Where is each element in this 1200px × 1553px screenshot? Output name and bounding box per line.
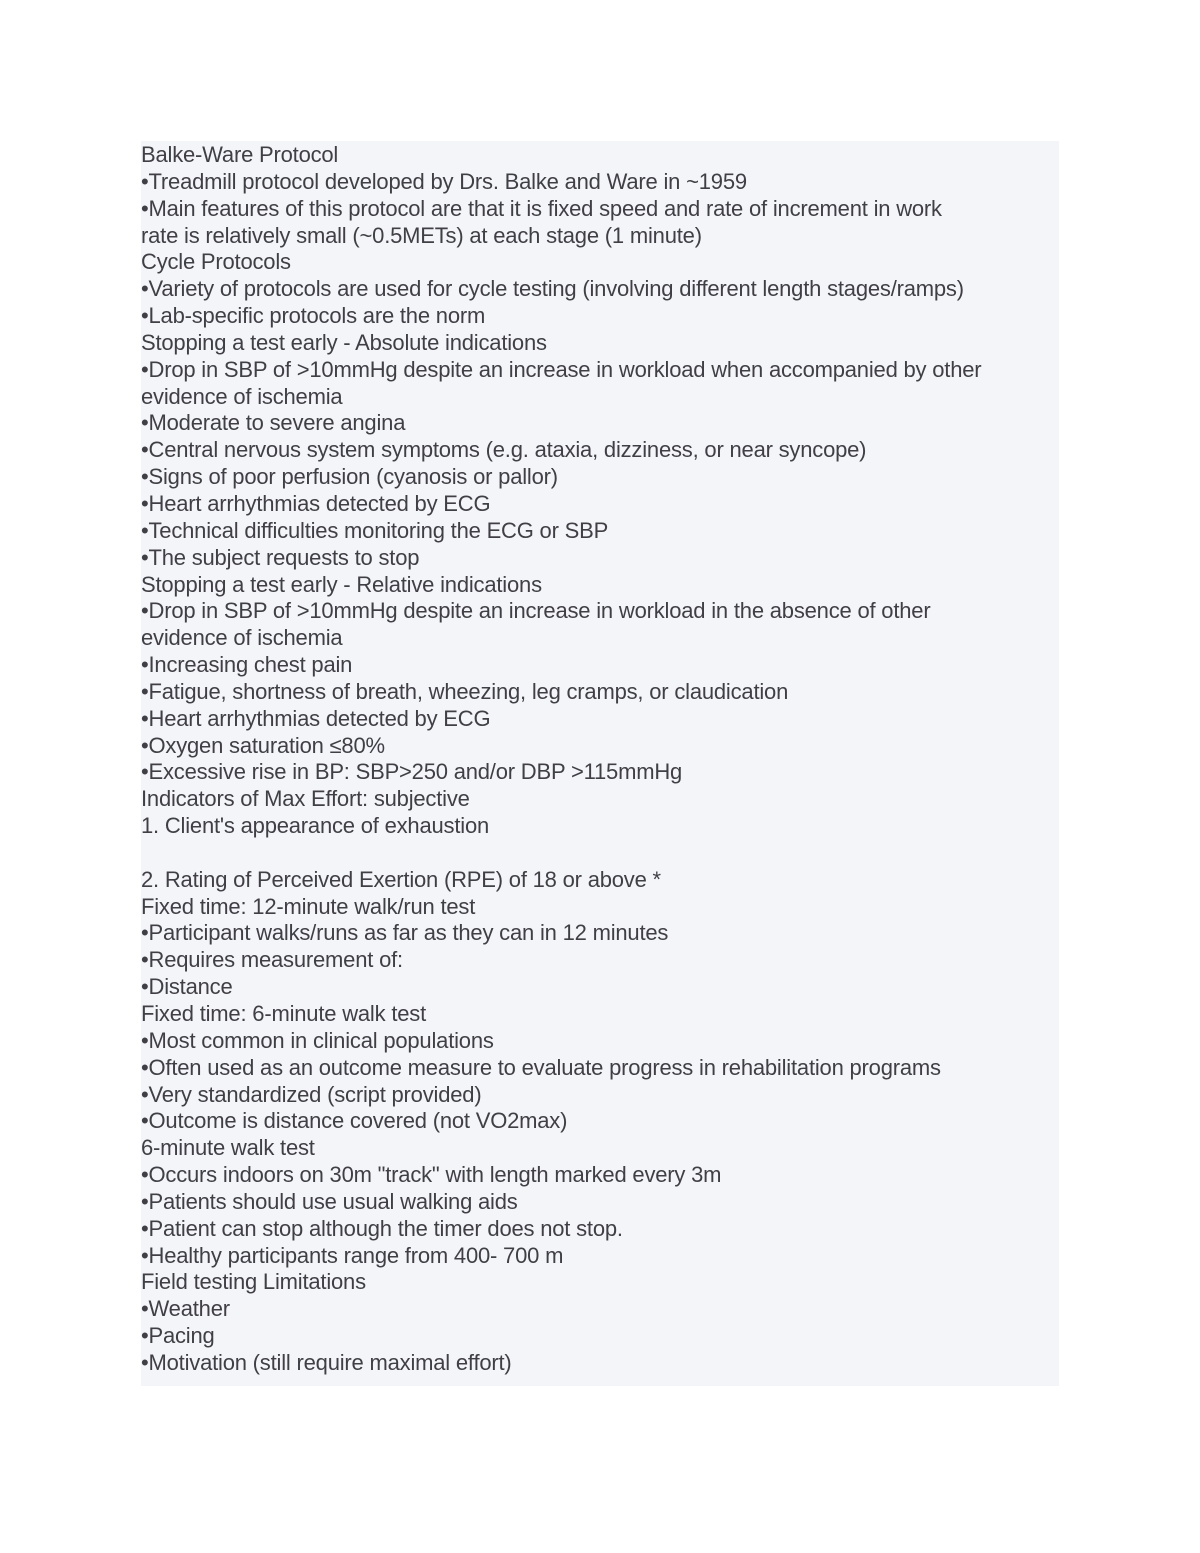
- text-line: •Increasing chest pain: [141, 652, 353, 678]
- text-line: •Heart arrhythmias detected by ECG: [141, 490, 491, 516]
- text-line: evidence of ischemia: [141, 625, 343, 651]
- text-line: •Distance: [141, 974, 233, 1000]
- text-line: •Participant walks/runs as far as they can in 12 minutes: [141, 920, 669, 946]
- text-line: •Oxygen saturation ≤80%: [141, 732, 385, 758]
- text-line: Stopping a test early - Relative indications: [141, 571, 542, 597]
- text-line: •Requires measurement of:: [141, 947, 403, 973]
- text-line: •Very standardized (script provided): [141, 1081, 482, 1107]
- text-line: •Moderate to severe angina: [141, 410, 406, 436]
- text-line: •Variety of protocols are used for cycle testing (involving different length stages/ramps): [141, 276, 964, 302]
- text-line: •Most common in clinical populations: [141, 1027, 494, 1053]
- text-line: •The subject requests to stop: [141, 544, 420, 570]
- text-line: •Heart arrhythmias detected by ECG: [141, 705, 491, 731]
- text-line: •Often used as an outcome measure to evaluate progress in rehabilitation programs: [141, 1054, 941, 1080]
- text-line: •Main features of this protocol are that it is fixed speed and rate of increment in work: [141, 195, 942, 221]
- text-line: •Lab-specific protocols are the norm: [141, 303, 486, 329]
- text-line: •Signs of poor perfusion (cyanosis or pallor): [141, 464, 558, 490]
- text-line: •Occurs indoors on 30m "track" with length marked every 3m: [141, 1162, 722, 1188]
- text-line: Balke-Ware Protocol: [141, 142, 339, 167]
- text-line: Stopping a test early - Absolute indications: [141, 329, 547, 355]
- text-line: •Outcome is distance covered (not VO2max): [141, 1108, 568, 1134]
- text-line: evidence of ischemia: [141, 383, 343, 409]
- text-line: •Drop in SBP of >10mmHg despite an increase in workload in the absence of other: [141, 598, 931, 624]
- text-line: •Drop in SBP of >10mmHg despite an increase in workload when accompanied by other: [141, 356, 982, 382]
- text-line: •Motivation (still require maximal effort): [141, 1349, 512, 1375]
- text-line: Indicators of Max Effort: subjective: [141, 786, 470, 812]
- text-line: •Technical difficulties monitoring the ECG or SBP: [141, 517, 609, 543]
- text-line: rate is relatively small (~0.5METs) at each stage (1 minute): [141, 222, 702, 248]
- text-line: 6-minute walk test: [141, 1135, 315, 1161]
- text-line: •Fatigue, shortness of breath, wheezing, leg cramps, or claudication: [141, 678, 789, 704]
- text-line: •Patient can stop although the timer does not stop.: [141, 1215, 623, 1241]
- text-line: Cycle Protocols: [141, 249, 291, 275]
- text-line: •Pacing: [141, 1323, 215, 1349]
- text-line: •Weather: [141, 1296, 230, 1322]
- text-line: Field testing Limitations: [141, 1269, 366, 1295]
- text-line: Fixed time: 12-minute walk/run test: [141, 893, 476, 919]
- blank-line: [141, 840, 1059, 867]
- text-line: •Treadmill protocol developed by Drs. Balke and Ware in ~1959: [141, 168, 747, 194]
- text-line: •Healthy participants range from 400- 700 m: [141, 1242, 564, 1268]
- text-block: [141, 141, 1059, 1386]
- text-line: •Central nervous system symptoms (e.g. ataxia, dizziness, or near syncope): [141, 437, 867, 463]
- text-line: Fixed time: 6-minute walk test: [141, 1001, 426, 1026]
- text-line: •Patients should use usual walking aids: [141, 1188, 518, 1214]
- text-line: •Excessive rise in BP: SBP>250 and/or DBP >115mmHg: [141, 759, 683, 785]
- text-line: 1. Client's appearance of exhaustion: [141, 813, 490, 839]
- text-line: 2. Rating of Perceived Exertion (RPE) of 18 or above *: [141, 866, 661, 892]
